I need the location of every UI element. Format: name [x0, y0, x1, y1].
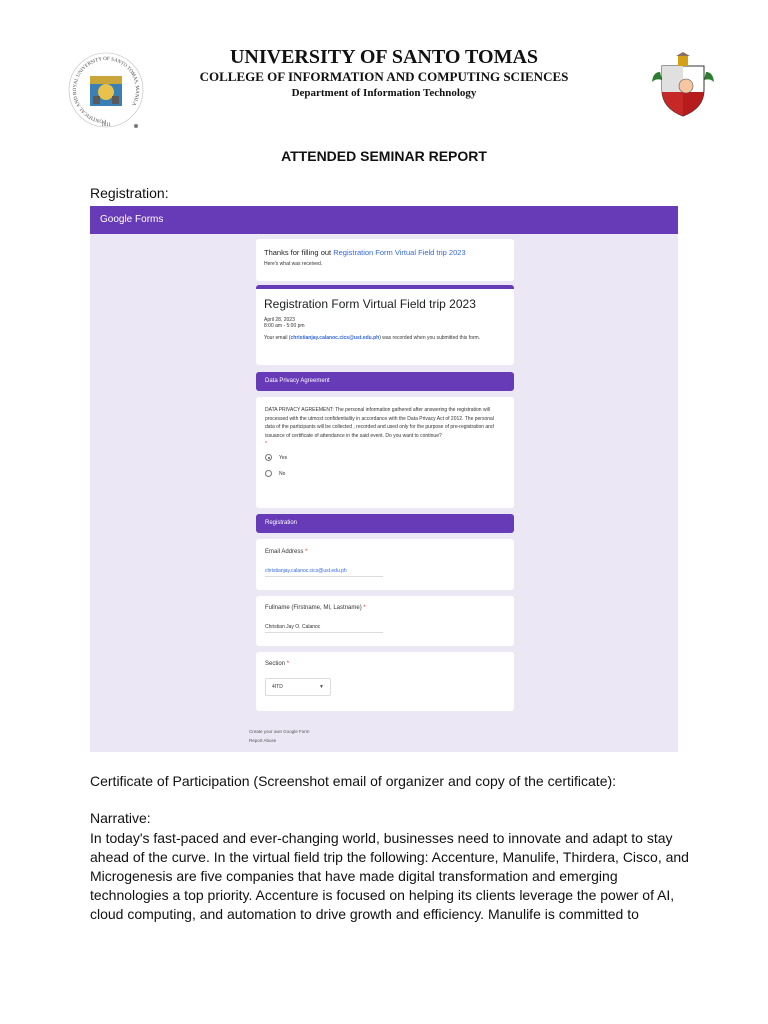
option-no-label: No	[279, 470, 286, 477]
confirmation-card	[256, 239, 514, 281]
department-name: Department of Information Technology	[291, 87, 477, 99]
narrative-text: In today's fast-paced and ever-changing world, businesses need to innovate and adapt to stay ahead of the curve. In the virtual field trip the following: Accenture, Manulife, Thirdera, Cisco, and Microgenesis are five companies that have made digital transformation and emerging technologies a top priority. Accenture is focused on helping its clients leverage the power of AI, cloud computing, and automation to drive growth and efficiency. Manulife is committed to	[90, 830, 689, 922]
received-text: Here's what was received.	[264, 261, 323, 267]
radio-selected-icon[interactable]	[265, 454, 272, 461]
create-form-link[interactable]: Create your own Google Form	[249, 729, 310, 734]
form-time: 8:00 am - 5:00 pm	[264, 323, 305, 329]
email-card	[256, 539, 514, 590]
section-card	[256, 652, 514, 711]
dropdown-arrow-icon: ▼	[319, 684, 324, 690]
section-label: Section *	[265, 661, 290, 667]
form-date: April 28, 2023	[264, 317, 295, 323]
seal-year: 1611	[101, 123, 111, 128]
option-yes[interactable]	[265, 454, 505, 461]
report-abuse-link[interactable]: Report Abuse	[249, 738, 277, 743]
certificate-label: Certificate of Participation (Screenshot email of organizer and copy of the certificate):	[90, 773, 617, 789]
registration-section-header: Registration	[256, 514, 514, 533]
form-title: Registration Form Virtual Field trip 2023	[264, 297, 476, 311]
privacy-question-card	[256, 397, 514, 508]
option-yes-label: Yes	[279, 454, 288, 461]
university-name: UNIVERSITY OF SANTO TOMAS	[229, 46, 539, 68]
email-recorded-note: Your email (christianjay.calanoc.cics@ust.edu.ph) was recorded when you submitted this form.	[264, 335, 481, 341]
email-value: christianjay.calanoc.cics@ust.edu.ph	[265, 568, 383, 577]
google-form-screenshot	[90, 206, 678, 752]
form-title-card	[256, 285, 514, 365]
section-select[interactable]	[265, 678, 331, 696]
college-name: COLLEGE OF INFORMATION AND COMPUTING SCIENCES	[199, 69, 569, 84]
google-forms-brand: Google Forms	[90, 206, 678, 234]
fullname-value: Christian Jay O. Calanoc	[265, 624, 383, 633]
option-no[interactable]	[265, 470, 505, 477]
registration-label: Registration:	[90, 185, 169, 201]
seal-ring-text: PONTIFICAL AND ROYAL UNIVERSITY OF SANTO TOMAS, MANILA	[73, 56, 140, 124]
email-label: Email Address *	[265, 549, 308, 555]
report-title: ATTENDED SEMINAR REPORT	[281, 148, 487, 164]
fullname-card	[256, 596, 514, 646]
thanks-text: Thanks for filling out	[264, 248, 334, 257]
privacy-section-header: Data Privacy Agreement	[256, 372, 514, 391]
section-value: 4ITD	[272, 684, 283, 690]
radio-empty-icon[interactable]	[265, 470, 272, 477]
privacy-text: DATA PRIVACY AGREEMENT: The personal information gathered after answering the registration will processed with the utmost confidentiality in accordance with the Data Privacy Act of 2012. The personal data of the participants will be collected , recorded and used only for the purpose of pre-registration and issuance of certificate of attendance in the said event. Do you want to continue?	[265, 407, 494, 439]
form-link[interactable]: Registration Form Virtual Field trip 2023	[333, 248, 466, 257]
fullname-label: Fullname (Firstname, MI, Lastname) *	[265, 605, 366, 611]
narrative-label: Narrative:	[90, 810, 151, 826]
required-mark: *	[265, 441, 267, 447]
